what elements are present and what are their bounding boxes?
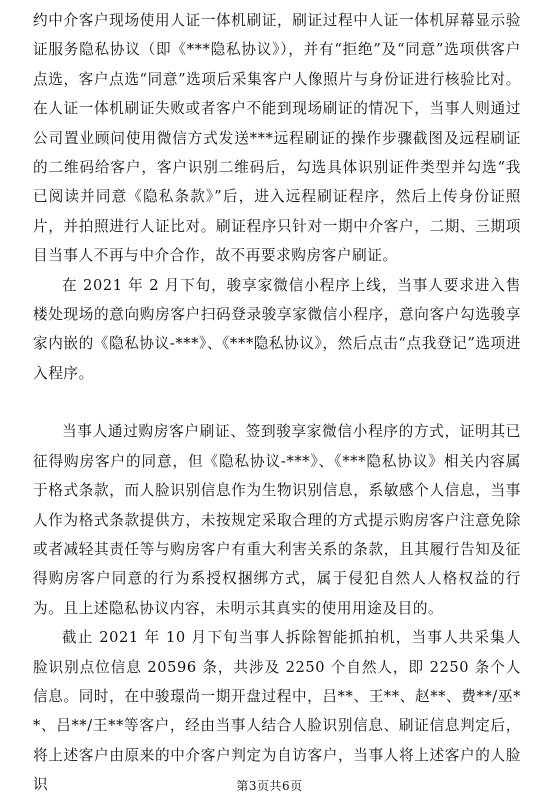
- paragraph-3: 当事人通过购房客户刷证、签到骏享家微信小程序的方式，证明其已征得购房客户的同意，但《隐私协议-***》、《***隐私协议》相关内容属于格式条款，而人脸识别信息作为生物识别信息，系敏感个人信息，当事人作为格式条款提供方，未按规定采取合理的方式提示购房客户注意免除或者减轻其责任等与购房客户有重大利害关系的条款，且其履行告知及征得购房客户同意的行为系授权捆绑方式，属于侵犯自然人人格权益的行为。且上述隐私协议内容，未明示其真实的使用用途及目的。: [33, 423, 521, 617]
- document-body: [33, 6, 521, 800]
- paragraph-2: 在 2021 年 2 月下旬，骏享家微信小程序上线，当事人要求进入售楼处现场的意向购房客户扫码登录骏享家微信小程序，意向客户勾选骏享家内嵌的《隐私协议-***》、《***隐私协议》，然后点击“点我登记”选项进入程序。: [33, 276, 521, 382]
- paragraph-1-continued: 约中介客户现场使用人证一体机刷证，刷证过程中人证一体机屏幕显示验证服务隐私协议（即《***隐私协议》），并有“拒绝”及“同意”选项供客户点选，客户点选“同意”选项后采集客户人像照片与身份证进行核验比对。在人证一体机刷证失败或者客户不能到现场刷证的情况下，当事人则通过公司置业顾问使用微信方式发送***远程刷证的操作步骤截图及远程刷证的二维码给客户，客户识别二维码后，勾选具体识别证件类型并勾选“我已阅读并同意《隐私条款》”后，进入远程刷证程序，然后上传身份证照片，并拍照进行人证比对。刷证程序只针对一期中介客户，二期、三期项目当事人不再与中介合作，故不再要求购房客户刷证。: [33, 12, 521, 265]
- paragraph-4: 截止 2021 年 10 月下旬当事人拆除智能抓拍机，当事人共采集人脸识别点位信息 20596 条，共涉及 2250 个自然人，即 2250 条个人信息。同时，在中骏璟尚一期开盘过程中，吕**、王**、赵**、费**/巫**、吕**/王**等客户，经由当事人结合人脸识别信息、刷证信息判定后，将上述客户由原来的中介客户判定为自访客户，当事人将上述客户的人脸识: [33, 629, 521, 794]
- page-number: 第3页共6页: [236, 779, 303, 793]
